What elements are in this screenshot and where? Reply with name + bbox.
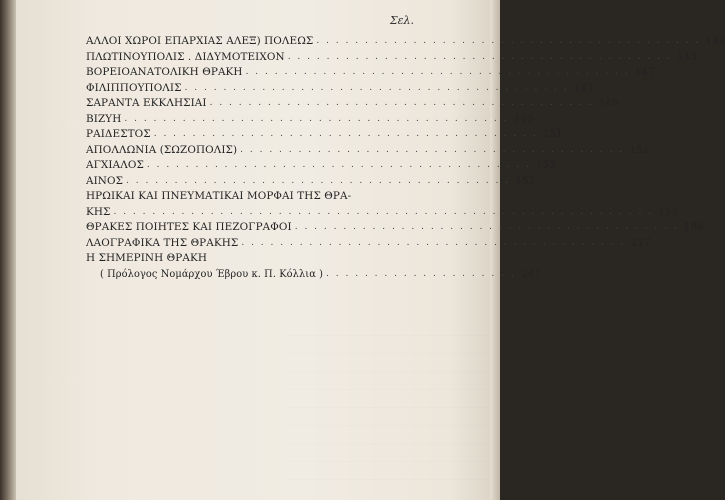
show-through-line: [290, 412, 490, 426]
show-through-line: [290, 322, 490, 336]
show-through-line: [290, 466, 490, 480]
show-through-line: [290, 394, 490, 408]
toc-entry-page: 149: [598, 97, 619, 109]
toc-entry-page: 152: [515, 174, 536, 187]
leader-dots: . . . . . . . . . . . . . . . . . . . . . . . . . . . . . . . . . . . . . . . .: [287, 51, 672, 62]
leader-dots: . . . . . . . . . . . . . . . . . . . . . . . . . . . . . . . . . . . . . . . .: [240, 144, 625, 155]
toc-entry-page: 151: [542, 128, 563, 140]
table-of-contents: [86, 34, 725, 282]
toc-entry-page: 147: [573, 81, 594, 94]
toc-entry: [86, 50, 697, 66]
toc-entry: [86, 112, 534, 128]
show-through-line: [290, 430, 490, 444]
toc-entry-title: ΘΡΑΚΕΣ ΠΟΙΗΤΕΣ ΚΑΙ ΠΕΖΟΓΡΑΦΟΙ: [86, 221, 292, 233]
toc-entry-page: 196: [683, 221, 704, 233]
toc-entry-page: 143: [676, 50, 697, 63]
leader-dots: . . . . . . . . . . . . . . . . . . . . . . . . . . . . . . . . . . . . . . . .: [153, 129, 538, 139]
toc-entry-title: ΦΙΛΙΠΠΟΥΠΟΛΙΣ: [86, 81, 182, 94]
leader-dots: . . . . . . . . . . . . . . . . . . . . . . . . . . . . . . . . . . . . . . . .: [209, 98, 594, 108]
toc-entry-title: ΒΟΡΕΙΟΑΝΑΤΟΛΙΚΗ ΘΡΑΚΗ: [86, 66, 243, 78]
toc-entry: [86, 127, 563, 143]
toc-entry: [86, 251, 398, 267]
leader-dots: . . . . . . . . . . . . . . . . . . . . . . . . . . . . . . . . . . . . . . . .: [124, 113, 509, 124]
leader-dots: . . . . . . . . . . . . . . . . . . . . . . . . . . . . . . . . . . . . . . . .: [245, 67, 630, 77]
leader-dots: . . . . . . . . . . . . . . . . . . . . . . . . . . . . . . . . . . . . . . . .: [316, 36, 701, 46]
toc-entry-page: 152: [536, 159, 556, 171]
leader-dots: . . . . . . . . . . . . . . . . . . . . . . . . . . . . . . . . . . . . . . . .: [126, 175, 511, 186]
toc-entry-title: ΛΑΟΓΡΑΦΙΚΑ ΤΗΣ ΘΡΑΚΗΣ: [86, 236, 239, 249]
toc-entry: [86, 236, 651, 252]
toc-entry-page: 217: [630, 236, 651, 249]
toc-entry-title: ΑΛΛΟΙ ΧΩΡΟΙ ΕΠΑΡΧΙΑΣ ΑΛΕΞ) ΠΟΛΕΩΣ: [86, 35, 314, 47]
show-through-line: [290, 358, 490, 372]
toc-entry: [86, 267, 541, 283]
toc-entry: [86, 81, 594, 97]
leader-dots: . . . . . . . . . . . . . . . . . . . .: [326, 268, 516, 279]
toc-entry: [86, 96, 619, 112]
toc-entry: [86, 65, 655, 81]
toc-entry-title: Η ΣΗΜΕΡΙΝΗ ΘΡΑΚΗ: [86, 252, 207, 264]
toc-entry-title: ΣΑΡΑΝΤΑ ΕΚΚΛΗΣΙΑΙ: [86, 97, 207, 109]
toc-entry: [86, 143, 650, 159]
leader-dots: . . . . . . . . . . . . . . . . . . . . . . . . . . . . . . . . . . . . . . . .: [146, 160, 531, 170]
toc-entry-title: ΑΙΝΟΣ: [86, 174, 124, 187]
leader-dots: . . . . . . . . . . . . . . . . . . . . . . . . . . . . . . . . . . . . . . . .: [294, 222, 679, 232]
toc-entry-title: ΒΙΖΥΗ: [86, 112, 122, 125]
toc-entry: [86, 189, 398, 205]
toc-entry-title: ΠΛΩΤΙΝΟΥΠΟΛΙΣ . ΔΙΔΥΜΟΤΕΙΧΟΝ: [86, 50, 285, 63]
toc-entry-title: ( Πρόλογος Νομάρχου Έβρου κ. Π. Κόλλια ): [100, 268, 324, 280]
page-column-header: Σελ.: [389, 14, 414, 27]
toc-entry-page: 155: [658, 205, 679, 218]
toc-entry-page: 241: [521, 268, 541, 280]
toc-entry: [86, 174, 536, 190]
leader-dots: . . . . . . . . . . . . . . . . . . . . . . . . . . . . . . . . . . . . . . . .: [241, 237, 626, 248]
toc-entry-title: ΑΓΧΙΑΛΟΣ: [86, 159, 144, 171]
toc-entry-title: ΑΠΟΛΛΩΝΙΑ (ΣΩΖΟΠΟΛΙΣ): [86, 143, 238, 156]
leader-dots: . . . . . . . . . . . . . . . . . . . . . . . . . . . . . . . . . . . . . . . .: [184, 82, 569, 93]
book-gutter: [0, 0, 16, 500]
toc-entry-page: 142: [705, 35, 725, 47]
show-through-line: [290, 376, 490, 390]
toc-entry: [86, 158, 556, 174]
toc-entry-title: ΗΡΩΙΚΑΙ ΚΑΙ ΠΝΕΥΜΑΤΙΚΑΙ ΜΟΡΦΑΙ ΤΗΣ ΘΡΑ-: [86, 190, 352, 202]
toc-entry: [86, 205, 679, 221]
toc-entry-title: ΚΗΣ: [86, 205, 111, 218]
show-through-line: [290, 340, 490, 354]
show-through-text: [290, 322, 490, 492]
toc-entry-page: 151: [629, 143, 650, 156]
toc-entry: [86, 34, 725, 50]
toc-entry-page: 147: [634, 66, 655, 78]
toc-entry: [86, 220, 704, 236]
show-through-line: [290, 448, 490, 462]
leader-dots: . . . . . . . . . . . . . . . . . . . . . . . . . . . . . . . . . . . . . . . . . . . . . . . . . . . . . . . .: [113, 206, 654, 217]
toc-entry-page: 149: [513, 112, 534, 125]
toc-entry-title: ΡΑΙΔΕΣΤΟΣ: [86, 128, 151, 140]
